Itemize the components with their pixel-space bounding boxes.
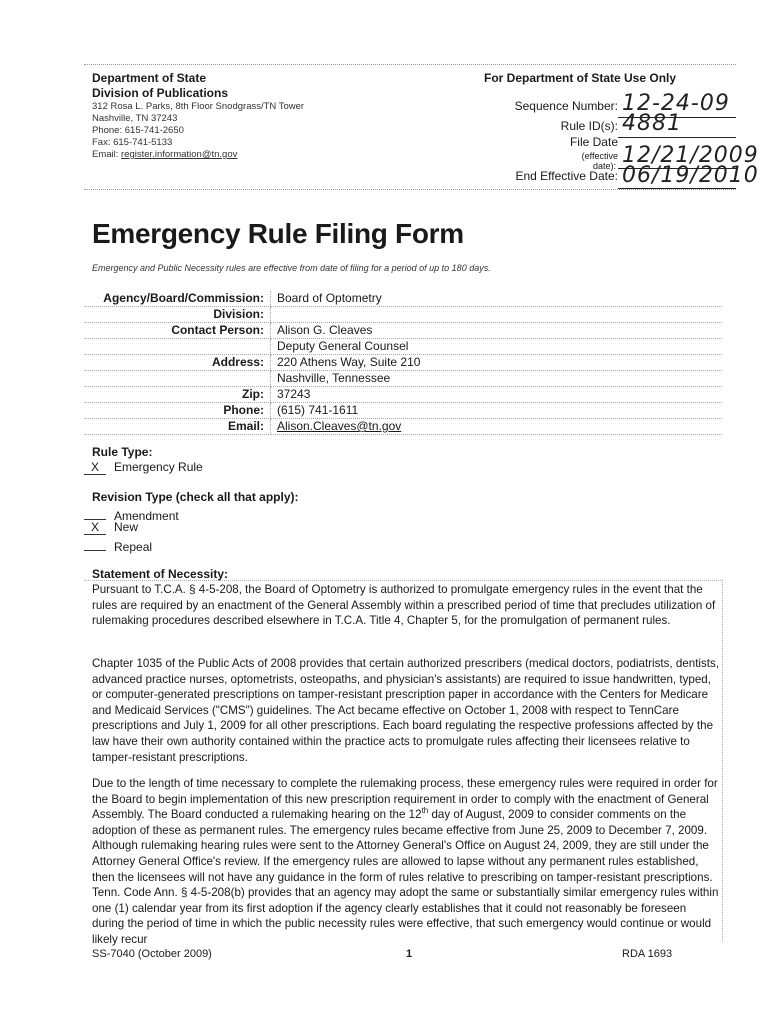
contact-person-label: Contact Person: xyxy=(84,323,271,339)
rule-type-emergency-option[interactable] xyxy=(84,460,203,475)
phone-label: Phone: xyxy=(84,403,271,419)
file-date-small-1: (effective xyxy=(581,151,618,161)
necessity-paragraph-3a: Due to the length of time necessary to complete the rulemaking process, these emergency rules were required in order for the Board to begin implementation of this new prescription requirement in order to comply with the enactment of General Assembly. The Board conducted a rulemaking hearing on the 12 xyxy=(92,777,718,822)
dept-fax: Fax: 615-741-5133 xyxy=(92,137,173,148)
division-label: Division: xyxy=(84,307,271,323)
necessity-paragraph-3 xyxy=(92,776,720,948)
rule-type-heading: Rule Type: xyxy=(92,445,153,459)
state-use-only xyxy=(484,71,759,189)
revision-amendment-label: Amendment xyxy=(114,509,179,523)
revision-new-option[interactable] xyxy=(84,520,138,535)
contact-row-address xyxy=(84,355,722,371)
city-label xyxy=(84,371,271,387)
revision-repeal-checkbox[interactable] xyxy=(84,536,106,551)
revision-new-label: New xyxy=(114,520,139,534)
end-effective-date-value: 06/19/2010 xyxy=(622,163,759,188)
dept-email-link[interactable]: register.information@tn.gov xyxy=(121,149,238,160)
dept-info xyxy=(92,71,422,161)
agency-value: Board of Optometry xyxy=(271,291,723,307)
contact-row-title xyxy=(84,339,722,355)
revision-repeal-option[interactable] xyxy=(84,536,152,554)
state-use-title: For Department of State Use Only xyxy=(484,71,677,85)
footer-rda: RDA 1693 xyxy=(622,948,673,960)
dept-address-line1: 312 Rosa L. Parks, 8th Floor Snodgrass/TN Tower xyxy=(92,101,305,112)
necessity-heading: Statement of Necessity: xyxy=(92,567,229,581)
footer-form-number: SS-7040 (October 2009) xyxy=(92,948,212,960)
contact-row-division xyxy=(84,307,722,323)
form-title: Emergency Rule Filing Form xyxy=(92,218,464,249)
division-value xyxy=(271,307,723,323)
contact-title-value: Deputy General Counsel xyxy=(271,339,723,355)
address-label: Address: xyxy=(84,355,271,371)
contact-row-agency xyxy=(84,291,722,307)
phone-value: (615) 741-1611 xyxy=(271,403,723,419)
rule-type-emergency-checkbox[interactable]: X xyxy=(84,460,106,475)
dept-email-label: Email: xyxy=(92,149,122,160)
file-date-small-2: date): xyxy=(592,161,616,171)
rule-type-emergency-label: Emergency Rule xyxy=(114,460,203,474)
city-value: Nashville, Tennessee xyxy=(271,371,723,387)
dept-email-row xyxy=(92,149,422,161)
zip-label: Zip: xyxy=(84,387,271,403)
necessity-paragraph-2: Chapter 1035 of the Public Acts of 2008 provides that certain authorized prescribers (medical doctors, podiatrists, dentists, advanced practice nurses, optometrists, osteopaths, and physician's assistants) are required to issue handwritten, typed, or computer-generated prescriptions on tamper-resistant prescription paper in accordance with the Centers for Medicare and Medicaid Services ("CMS") guidelines. The Act became effective on October 1, 2008 with respect to TennCare prescriptions and July 1, 2009 for all other prescriptions. Each board regulating the respective professions affected by the law have their own authority contained within the practice acts to promulgate rules affecting their licensees relative to tamper-resistant prescriptions. xyxy=(92,657,720,764)
necessity-paragraph-1: Pursuant to T.C.A. § 4-5-208, the Board of Optometry is authorized to promulgate emergency rules in the event that the rules are required by an enactment of the General Assembly within a prescribed period of time that precludes utilization of rulemaking procedures described elsewhere in T.C.A. Title 4, Chapter 5, for the promulgation of permanent rules. xyxy=(92,583,716,628)
revision-new-checkbox[interactable]: X xyxy=(84,520,106,535)
form-subtitle: Emergency and Public Necessity rules are effective from date of filing for a period of up to 180 days. xyxy=(92,263,491,273)
rule-id-line xyxy=(618,137,736,138)
end-effective-date-line xyxy=(618,188,736,189)
sequence-number-value: 12-24-09 xyxy=(622,91,730,116)
footer-page-number: 1 xyxy=(406,948,413,960)
file-date-value: 12/21/2009 xyxy=(622,143,759,168)
email-link[interactable]: Alison.Cleaves@tn.gov xyxy=(271,419,723,435)
necessity-paragraph-3-sup: th xyxy=(421,806,429,816)
contact-row-city xyxy=(84,371,722,387)
division-name: Division of Publications xyxy=(92,86,229,100)
contact-row-phone xyxy=(84,403,722,419)
contact-title-label xyxy=(84,339,271,355)
contact-row-zip xyxy=(84,387,722,403)
contact-row-person xyxy=(84,323,722,339)
revision-type-heading: Revision Type (check all that apply): xyxy=(92,490,299,504)
rule-id-label: Rule ID(s): xyxy=(560,119,618,133)
email-label: Email: xyxy=(84,419,271,435)
dept-name: Department of State xyxy=(92,71,207,85)
contact-row-email xyxy=(84,419,722,435)
file-date-label: File Date xyxy=(569,135,618,149)
sequence-number-label: Sequence Number: xyxy=(514,99,618,113)
end-effective-date-label: End Effective Date: xyxy=(515,169,618,183)
dept-address-line2: Nashville, TN 37243 xyxy=(92,113,178,124)
dept-phone: Phone: 615-741-2650 xyxy=(92,125,184,136)
necessity-paragraph-3b: day of August, 2009 to consider comments on the adoption of these as permanent rules. The emergency rules became effective from June 25, 2009 to December 7, 2009. Although rulemaking hearing rules were sent to the Attorney General's Office on August 24, 2009, they are still under the Attorney General Office's review. If the emergency rules are allowed to lapse without any permanent rules established, then the licensees will not have any guidance in the form of rules relative to prescribing on tamper-resistant prescriptions. Tenn. Code Ann. § 4-5-208(b) provides that an agency may adopt the same or substantially similar emergency rules within one (1) calendar year from its first adoption if the agency clearly establishes that it could not reasonably be foreseen during the period of time in which the public necessity rules were effective, that such emergency would continue or would likely recur xyxy=(92,808,719,946)
zip-value: 37243 xyxy=(271,387,723,403)
rule-id-value: 4881 xyxy=(622,111,682,136)
header-box xyxy=(84,64,759,190)
agency-label: Agency/Board/Commission: xyxy=(84,291,271,307)
address-value: 220 Athens Way, Suite 210 xyxy=(271,355,723,371)
revision-repeal-label: Repeal xyxy=(114,540,153,554)
revision-amendment-checkbox[interactable] xyxy=(84,505,106,520)
agency-contact-table xyxy=(84,291,722,435)
contact-person-value: Alison G. Cleaves xyxy=(271,323,723,339)
